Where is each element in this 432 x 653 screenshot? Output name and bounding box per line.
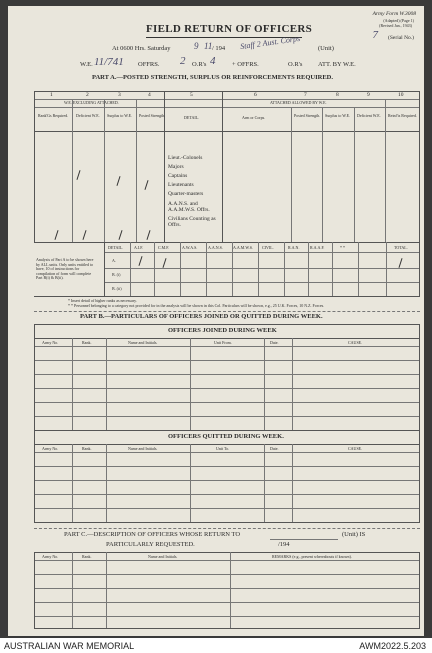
joined-heading: OFFICERS JOINED DURING WEEK bbox=[168, 327, 277, 334]
form-page bbox=[8, 6, 424, 636]
detail-head: A.I.F. bbox=[134, 245, 144, 250]
detail-row-label: B. (ii) bbox=[112, 286, 122, 291]
b-col-head: CAUSE. bbox=[348, 446, 363, 451]
b-col-head: CAUSE. bbox=[348, 340, 363, 345]
hw-unit: Staff 2 Aust. Corps bbox=[239, 33, 301, 52]
hw-we-number: 11/741 bbox=[94, 56, 124, 68]
c-col-head: REMARKS (e.g., present whereabouts if known). bbox=[272, 554, 352, 559]
detail-head: DETAIL. bbox=[108, 245, 124, 250]
rank-row: A.A.N.S. and A.A.M.W.S. Offrs. bbox=[168, 201, 210, 213]
adapted-label: (Adapted) (Page 1) bbox=[383, 18, 414, 23]
b-col-head: Unit From. bbox=[214, 340, 232, 345]
b-col-head: Rank. bbox=[82, 446, 92, 451]
c-col-head: Name and Initials. bbox=[148, 554, 178, 559]
col-number: 10 bbox=[398, 92, 404, 98]
b-col-head: Name and Initials. bbox=[128, 340, 158, 345]
hw-tick bbox=[138, 256, 142, 266]
rank-row: Lieutenants bbox=[168, 182, 194, 188]
b-col-head: Unit To. bbox=[216, 446, 230, 451]
at-line: At 0600 Hrs. Saturday bbox=[112, 45, 171, 52]
footnote-1: * Insert detail of higher ranks as necessary. bbox=[68, 298, 137, 303]
ors-label: O.R's bbox=[192, 61, 207, 68]
detail-head: A.W.A.S. bbox=[182, 245, 198, 250]
archive-footer bbox=[0, 638, 432, 653]
detail-head: * * bbox=[340, 245, 345, 250]
col-head: Surplus to W.E. bbox=[107, 113, 133, 118]
detail-head: R.A.N. bbox=[288, 245, 300, 250]
c-col-head: Army No. bbox=[42, 554, 59, 559]
detail-head: A.A.N.S. bbox=[208, 245, 223, 250]
at-date: / 194 bbox=[212, 45, 226, 52]
detail-head: CIVIL. bbox=[262, 245, 274, 250]
b-col-head: Name and Initials. bbox=[128, 446, 158, 451]
hw-ors: 4 bbox=[210, 55, 216, 67]
attached-header: ATTACHED ALLOWED BY W.E. bbox=[270, 100, 327, 105]
col-head: Rank'Gs Required. bbox=[38, 113, 69, 118]
col-number: 6 bbox=[254, 92, 257, 98]
unit-label: (Unit) bbox=[318, 45, 334, 52]
col-number: 8 bbox=[336, 92, 339, 98]
att-by-we-label: ATT. BY W.E. bbox=[318, 61, 356, 68]
we-excluding-header: W.E. EXCLUDING ATTACHED. bbox=[64, 100, 119, 105]
col-number: 9 bbox=[367, 92, 370, 98]
col-number: 1 bbox=[50, 92, 53, 98]
plus-offrs-label: + OFFRS. bbox=[232, 61, 259, 68]
we-label: W.E. bbox=[80, 61, 93, 68]
revised-label: (Revised Jan., 1943) bbox=[379, 23, 412, 28]
col-head: Deficient W.E. bbox=[357, 113, 381, 118]
b-col-head: Date. bbox=[270, 446, 279, 451]
rank-row: Captains bbox=[168, 173, 188, 179]
offrs-label: OFFRS. bbox=[138, 61, 160, 68]
col-head: Posted Strength. bbox=[139, 113, 166, 118]
part-c-line2: PARTICULARLY REQUESTED. bbox=[106, 541, 195, 548]
part-a-heading: PART A.—POSTED STRENGTH, SURPLUS OR REINFORCEMENTS REQUIRED. bbox=[92, 74, 333, 81]
col-head: Posted Strength. bbox=[294, 113, 321, 118]
form-title: FIELD RETURN OF OFFICERS bbox=[146, 23, 313, 35]
col-number: 5 bbox=[190, 92, 193, 98]
hw-tick bbox=[116, 176, 120, 186]
analysis-note: Analysis of Part A to be shown here by ALL units. Only units entitled to have, 10 of instructions for compilation of form will complete Part B(i) & B(ii). bbox=[36, 257, 94, 281]
col-number: 3 bbox=[118, 92, 121, 98]
part-c-date: /194 bbox=[278, 541, 290, 548]
hw-tick bbox=[162, 258, 166, 268]
col-head: DETAIL. bbox=[184, 115, 200, 120]
hw-date-month: 11 bbox=[204, 41, 213, 51]
b-col-head: Army No. bbox=[42, 340, 59, 345]
c-col-head: Rank. bbox=[82, 554, 92, 559]
rank-row: Civilians Counting as Offrs. bbox=[168, 216, 216, 228]
col-head: Arm or Corps. bbox=[242, 115, 266, 120]
b-col-head: Army No. bbox=[42, 446, 59, 451]
rank-row: Quarter-masters bbox=[168, 191, 204, 197]
footer-accession-number: AWM2022.5.203 bbox=[359, 641, 426, 651]
hw-tick bbox=[82, 230, 86, 240]
footer-institution: AUSTRALIAN WAR MEMORIAL bbox=[4, 641, 135, 651]
hw-tick bbox=[54, 230, 58, 240]
hw-tick bbox=[146, 230, 150, 240]
footnote-2: * * Personnel belonging to a category not provided for in the analysis will be shown in this Col. Particulars will be shown, e.g., 25 U.K. Forces, 10 N.Z. Forces. bbox=[68, 303, 325, 308]
part-c-unit: (Unit) IS bbox=[342, 531, 366, 538]
quitted-heading: OFFICERS QUITTED DURING WEEK. bbox=[168, 433, 284, 440]
detail-head: R.A.A.F. bbox=[310, 245, 325, 250]
col-head: Reinf'ts Required. bbox=[388, 113, 417, 118]
detail-head: A.A.M.W.S. bbox=[233, 245, 253, 250]
part-b-heading: PART B.—PARTICULARS OF OFFICERS JOINED OR QUITTED DURING WEEK. bbox=[80, 313, 323, 320]
serial-label: (Serial No.) bbox=[388, 35, 414, 41]
ors2-label: O.R's bbox=[288, 61, 303, 68]
army-form-number: Army Form W.3008 bbox=[372, 11, 416, 17]
col-number: 7 bbox=[304, 92, 307, 98]
hw-offrs: 2 bbox=[180, 55, 186, 67]
hw-tick bbox=[398, 258, 402, 268]
detail-head: TOTAL. bbox=[394, 245, 408, 250]
hw-date-day: 9 bbox=[194, 41, 199, 51]
col-number: 4 bbox=[148, 92, 151, 98]
col-head: Surplus to W.E. bbox=[325, 113, 351, 118]
hw-tick bbox=[144, 180, 148, 190]
detail-row-label: A. bbox=[112, 258, 116, 263]
b-col-head: Date. bbox=[270, 340, 279, 345]
hw-tick bbox=[76, 170, 80, 180]
rank-row: Majors bbox=[168, 164, 184, 170]
col-number: 2 bbox=[86, 92, 89, 98]
detail-head: C.M.F. bbox=[158, 245, 170, 250]
part-c-heading: PART C.—DESCRIPTION OF OFFICERS WHOSE RETURN TO bbox=[64, 531, 241, 538]
hw-tick bbox=[118, 230, 122, 240]
b-col-head: Rank. bbox=[82, 340, 92, 345]
serial-value: 7 bbox=[372, 29, 378, 41]
rank-row: Lieut.-Colonels bbox=[168, 155, 203, 161]
detail-row-label: B. (i) bbox=[112, 272, 121, 277]
col-head: Deficient W.E. bbox=[76, 113, 100, 118]
